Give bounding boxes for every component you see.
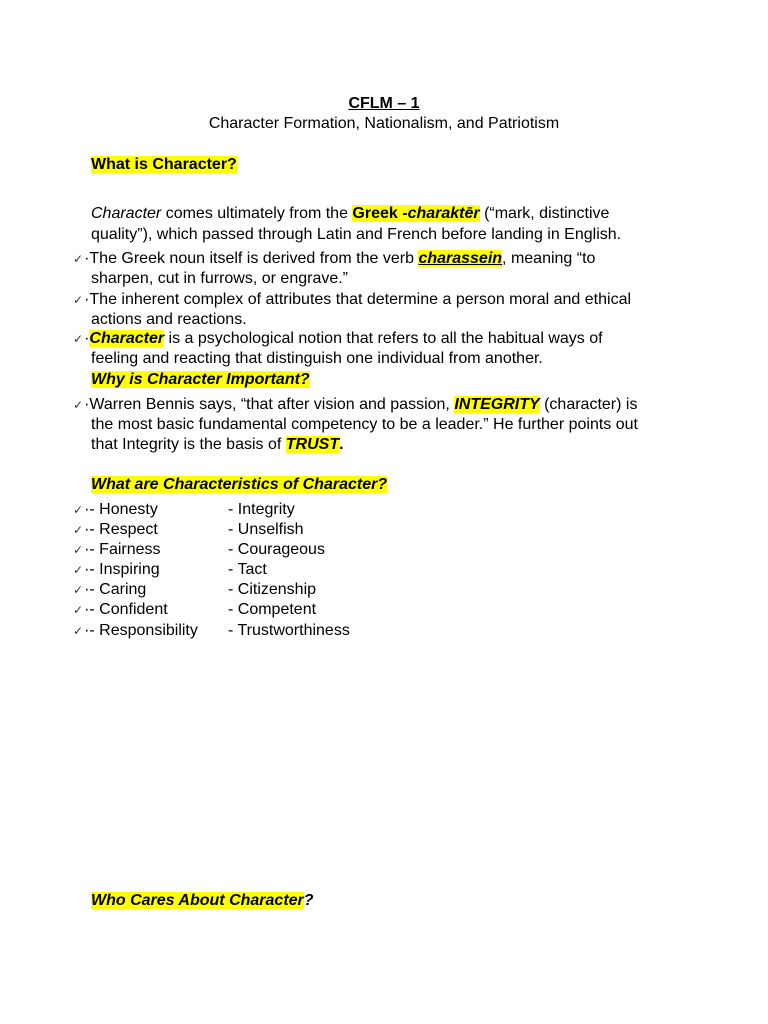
question-who-cares	[91, 891, 314, 911]
trait-right: - Courageous	[228, 541, 325, 558]
checkmark-icon: ✓	[73, 523, 84, 537]
text-run: comes ultimately from the	[161, 205, 353, 222]
greek-highlight	[352, 205, 479, 222]
trait-right: - Unselfish	[228, 521, 304, 538]
checkmark-icon: ✓	[73, 252, 84, 266]
trait-right: - Tact	[228, 561, 267, 578]
italic-character: Character	[91, 205, 162, 222]
question-text: What is Character?	[91, 156, 237, 173]
bullet-psychological-notion	[73, 329, 603, 349]
charakter-word: -charaktēr	[402, 205, 480, 222]
text-run: ·The Greek noun itself is derived from the verb	[84, 250, 419, 267]
trait-left: ·- Inspiring	[84, 561, 160, 578]
text-run: is a psychological notion that refers to all the habitual ways of	[164, 330, 603, 347]
list-item	[73, 520, 304, 540]
text-run: ·The inherent complex of attributes that determine a person moral and ethical	[84, 291, 632, 308]
question-text: Why is Character Important?	[91, 371, 310, 388]
bullet-warren-bennis	[73, 395, 637, 415]
bullet-psychological-notion-line-2: feeling and reacting that distinguish one individual from another.	[91, 350, 543, 367]
trait-left: ·- Honesty	[84, 501, 158, 518]
text-run: ·	[84, 330, 90, 347]
text-run: .	[339, 436, 344, 453]
question-mark: ?	[303, 892, 314, 909]
document-subtitle: Character Formation, Nationalism, and Patriotism	[208, 115, 560, 132]
checkmark-icon: ✓	[73, 332, 84, 346]
checkmark-icon: ✓	[73, 583, 84, 597]
trust-word: TRUST	[285, 436, 340, 453]
bullet-greek-noun-line-2: sharpen, cut in furrows, or engrave.”	[91, 270, 349, 287]
bullet-warren-bennis-line-3	[91, 435, 344, 455]
question-what-is-character	[91, 155, 237, 175]
trait-right: - Integrity	[228, 501, 295, 518]
text-run: that Integrity is the basis of	[91, 436, 286, 453]
trait-right: - Citizenship	[228, 581, 317, 598]
integrity-word: INTEGRITY	[454, 396, 540, 413]
checkmark-icon: ✓	[73, 503, 84, 517]
document-code: CFLM – 1	[348, 95, 420, 112]
trait-right: - Trustworthiness	[228, 622, 350, 639]
checkmark-icon: ✓	[73, 624, 84, 638]
question-text: Who Cares About Character	[91, 892, 304, 909]
greek-word: Greek	[352, 205, 398, 222]
trait-left: ·- Fairness	[84, 541, 161, 558]
bullet-greek-noun	[73, 249, 595, 269]
checkmark-icon: ✓	[73, 293, 84, 307]
checkmark-icon: ✓	[73, 563, 84, 577]
character-word: Character	[89, 330, 165, 347]
intro-line-1	[91, 204, 609, 224]
trait-left: ·- Confident	[84, 601, 168, 618]
list-item	[73, 560, 267, 580]
list-item	[73, 600, 317, 620]
intro-line-2: quality”), which passed through Latin and French before landing in English.	[91, 226, 622, 243]
list-item	[73, 621, 350, 641]
checkmark-icon: ✓	[73, 603, 84, 617]
text-run: (character) is	[539, 396, 638, 413]
list-item	[73, 580, 317, 600]
bullet-inherent-complex-line-2: actions and reactions.	[91, 311, 247, 328]
trait-right: - Competent	[228, 601, 317, 618]
text-run: , meaning “to	[502, 250, 596, 267]
text-run: (“mark, distinctive	[479, 205, 610, 222]
charassein-word: charassein	[418, 250, 503, 267]
bullet-inherent-complex	[73, 290, 631, 310]
question-text: What are Characteristics of Character?	[91, 476, 388, 493]
list-item	[73, 540, 325, 560]
list-item	[73, 500, 295, 520]
question-characteristics	[91, 475, 387, 495]
trait-left: ·- Respect	[84, 521, 158, 538]
trait-left: ·- Caring	[84, 581, 147, 598]
checkmark-icon: ✓	[73, 543, 84, 557]
checkmark-icon: ✓	[73, 398, 84, 412]
bullet-warren-bennis-line-2: the most basic fundamental competency to be a leader.” He further points out	[91, 416, 638, 433]
question-why-important	[91, 370, 310, 390]
text-run: ·Warren Bennis says, “that after vision and passion,	[84, 396, 455, 413]
trait-left: ·- Responsibility	[84, 622, 198, 639]
